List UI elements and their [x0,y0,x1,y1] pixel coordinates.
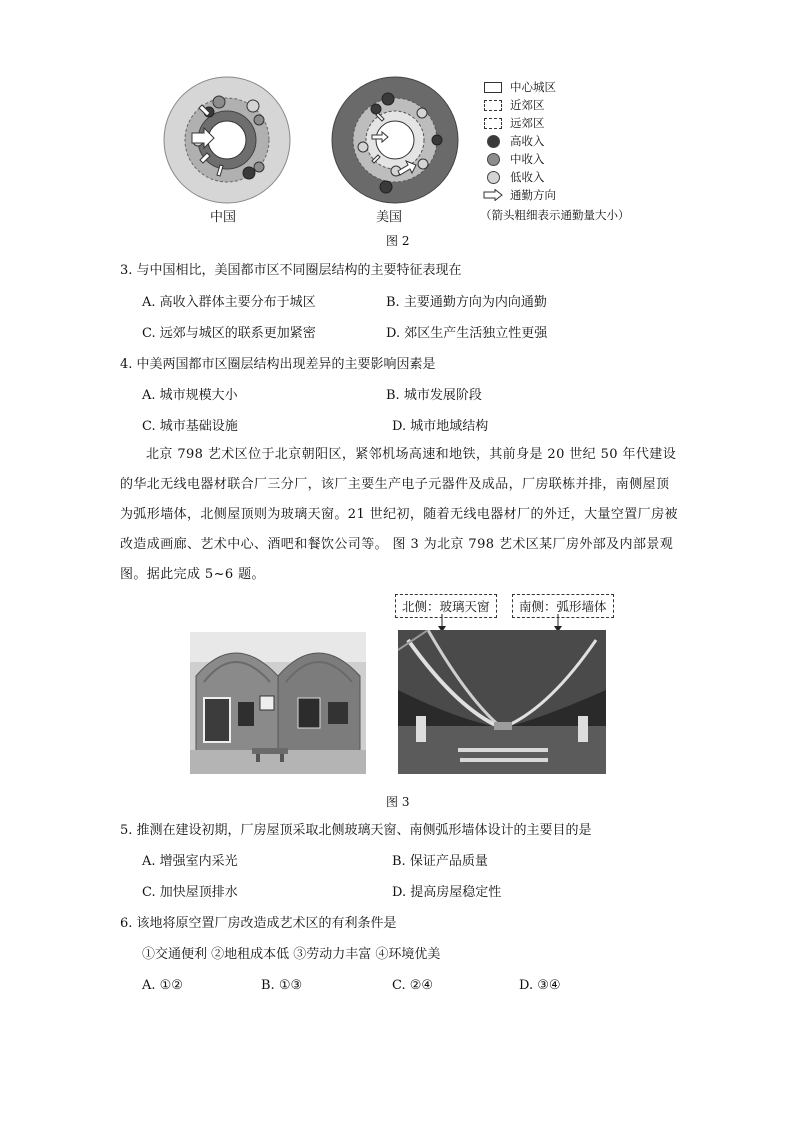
legend-item-mid-income: 中收入 [482,150,545,168]
question-4-option-d: D. 城市地域结构 [392,419,489,434]
question-4-option-b: B. 城市发展阶段 [386,388,482,403]
legend-item-commute: 通勤方向 [482,186,556,204]
dot-dark-icon [487,135,500,148]
legend-item-high-income: 高收入 [482,132,545,150]
question-6-option-d: D. ③④ [519,978,561,993]
question-6-option-a: A. ①② [142,978,183,993]
china-ring-diagram [162,75,292,205]
question-6-option-c: C. ②④ [392,978,434,993]
question-5-stem: 5. 推测在建设初期，厂房屋顶采取北侧玻璃天窗、南侧弧形墙体设计的主要目的是 [120,823,592,838]
question-4-stem: 4. 中美两国都市区圈层结构出现差异的主要影响因素是 [120,357,436,372]
china-label: 中国 [210,210,237,225]
factory-exterior-photo [190,632,366,774]
factory-interior-photo [398,630,606,774]
question-5-option-c: C. 加快屋顶排水 [142,885,238,900]
figure-2-caption: 图 2 [386,234,410,248]
legend-item-center: 中心城区 [482,78,556,96]
question-5-option-d: D. 提高房屋稳定性 [392,885,502,900]
question-4-option-a: A. 城市规模大小 [142,388,238,403]
question-3-option-a: A. 高收入群体主要分布于城区 [142,295,316,310]
legend-item-low-income: 低收入 [482,168,545,186]
box-dashed-icon [484,100,502,111]
usa-ring-diagram [330,75,460,205]
figure-3-caption: 图 3 [386,795,410,809]
figure-2-legend [482,78,652,228]
arrow-icon [483,189,503,201]
usa-label: 美国 [376,210,403,225]
figure-2 [150,62,650,252]
question-5-option-a: A. 增强室内采光 [142,854,238,869]
question-5-option-b: B. 保证产品质量 [392,854,488,869]
question-6-conditions: ①交通便利 ②地租成本低 ③劳动力丰富 ④环境优美 [142,947,441,962]
dot-mid-icon [487,153,500,166]
legend-item-near-suburb: 近郊区 [482,96,545,114]
callout-south-arc-wall: 南侧：弧形墙体 [512,594,614,618]
box-dashed-icon [484,118,502,129]
question-4-option-c: C. 城市基础设施 [142,419,238,434]
callout-north-skylight: 北侧：玻璃天窗 [395,594,497,618]
passage-798: 北京 798 艺术区位于北京朝阳区，紧邻机场高速和地铁，其前身是 20 世纪 50 年代建设的华北无线电器材联合厂三分厂，该厂主要生产电子元器件及成品，厂房联栋并排，南侧屋顶为弧形墙体，北侧屋顶则为玻璃天窗。21 世纪初，随着无线电器材厂的外迁，大量空置厂房被改造成画廊、艺术中心、酒吧和餐饮公司等。 图 3 为北京 798 艺术区某厂房外部及内部景观图。据此完成 5~6 题。 [120,447,678,582]
question-3-option-d: D. 郊区生产生活独立性更强 [386,326,548,341]
question-3-option-b: B. 主要通勤方向为内向通勤 [386,295,547,310]
box-solid-icon [484,82,502,93]
question-3-option-c: C. 远郊与城区的联系更加紧密 [142,326,316,341]
dot-light-icon [487,171,500,184]
legend-item-far-suburb: 远郊区 [482,114,545,132]
question-6-stem: 6. 该地将原空置厂房改造成艺术区的有利条件是 [120,916,397,931]
legend-note: （箭头粗细表示通勤量大小） [480,208,630,222]
question-3-stem: 3. 与中国相比，美国都市区不同圈层结构的主要特征表现在 [120,263,462,278]
question-6-option-b: B. ①③ [261,978,303,993]
